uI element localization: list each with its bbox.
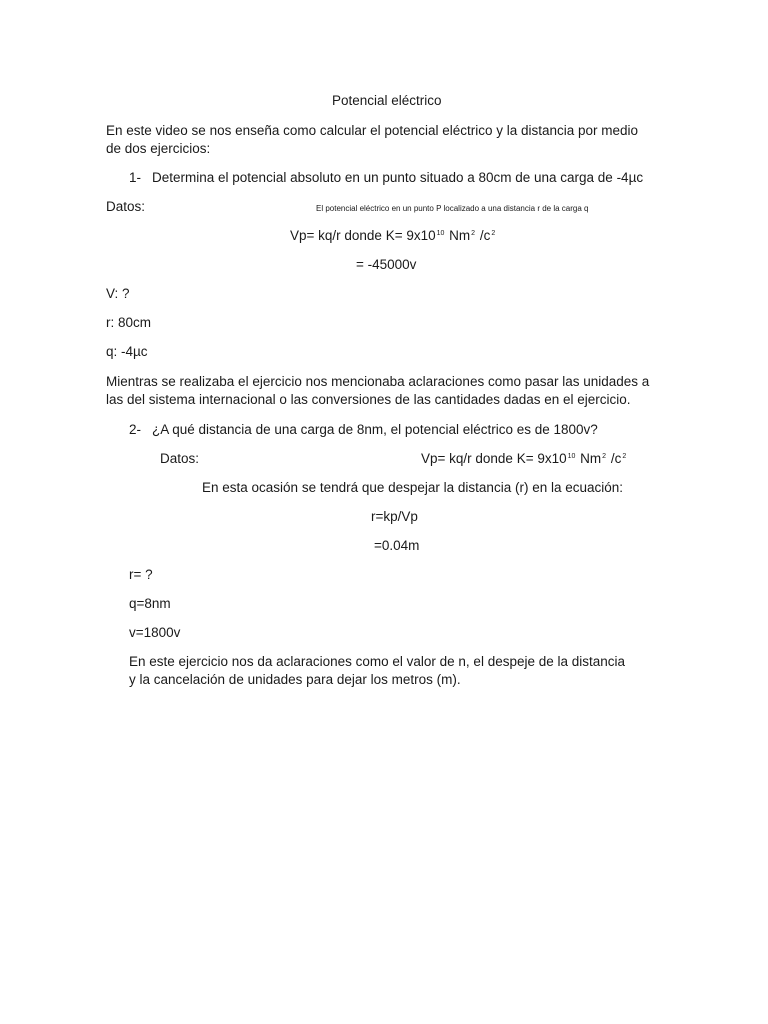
exercise1-definition-note: El potencial eléctrico en un punto P localizado a una distancia r de la carga q [316,204,589,213]
formula-c: /c [607,451,622,466]
formula-unit-exponent: 2 [471,230,476,237]
formula-unit: Nm [445,228,471,243]
exercise2-datos-label: Datos: [160,451,200,466]
exercise2-commentary: En este ejercicio nos da aclaraciones como el valor de n, el despeje de la distancia y la cancelación de unidades para dejar los metros (m). [129,654,626,687]
formula-unit-exponent: 2 [602,453,607,460]
exercise1-result: = -45000v [356,257,417,272]
exercise1-data-item: q: -4µc [106,344,148,359]
formula-exponent: 10 [436,230,445,237]
exercise2-data-item: q=8nm [129,596,171,611]
exercise2-data-item: v=1800v [129,625,181,640]
exercise1-formula [290,227,496,245]
exercise2-data-item: r= ? [129,567,153,582]
exercise2-number: 2- [129,422,142,437]
intro-paragraph: En este video se nos enseña como calcular el potencial eléctrico y la distancia por medio de dos ejercicios: [106,123,639,156]
formula-unit: Nm [576,451,602,466]
formula-c-exponent: 2 [622,453,627,460]
formula-exponent: 10 [567,453,576,460]
exercise1-number: 1- [129,170,142,185]
exercise2-formula [421,450,627,468]
exercise2-statement: ¿A qué distancia de una carga de 8nm, el potencial eléctrico es de 1800v? [152,422,598,437]
exercise1-statement: Determina el potencial absoluto en un punto situado a 80cm de una carga de -4µc [152,170,644,185]
exercise1-data-item: r: 80cm [106,315,152,330]
exercise2-equation: r=kp/Vp [371,509,418,524]
exercise1-commentary: Mientras se realizaba el ejercicio nos mencionaba aclaraciones como pasar las unidades a las del sistema internacional o las conversiones de las cantidades dadas en el ejercicio. [106,374,650,407]
exercise2-result: =0.04m [374,538,420,553]
exercise1-datos-label: Datos: [106,199,146,214]
formula-main: Vp= kq/r donde K= 9x10 [421,451,567,466]
document-title: Potencial eléctrico [332,93,442,108]
formula-c: /c [476,228,491,243]
exercise2-note: En esta ocasión se tendrá que despejar la distancia (r) en la ecuación: [202,480,624,495]
formula-main: Vp= kq/r donde K= 9x10 [290,228,436,243]
formula-c-exponent: 2 [491,230,496,237]
exercise1-data-item: V: ? [106,286,130,301]
